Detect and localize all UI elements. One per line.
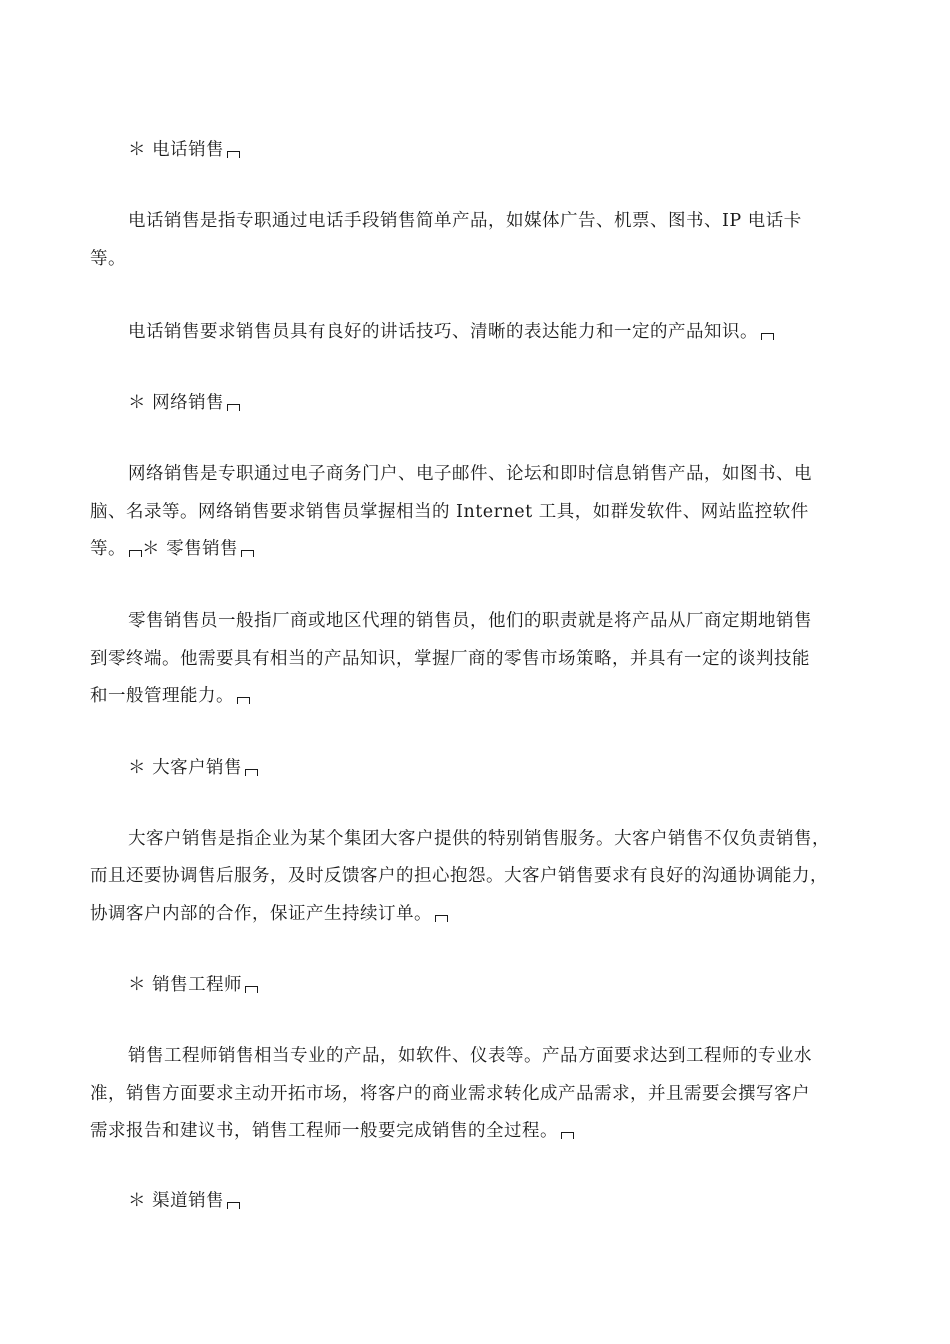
heading-retail-sales: ＊ 零售销售: [142, 539, 239, 559]
paragraph-mark-icon: [561, 1132, 574, 1139]
line-text: 和一般管理能力。: [90, 686, 234, 706]
paragraph-mark-icon: [241, 550, 254, 557]
line-text: 协调客户内部的合作，保证产生持续订单。: [90, 904, 432, 924]
line-text: 电话销售要求销售员具有良好的讲话技巧、清晰的表达能力和一定的产品知识。: [128, 322, 758, 342]
paragraph-line: [128, 828, 870, 850]
heading-text: ＊ 电话销售: [128, 140, 225, 160]
line-text: 网络销售是专职通过电子商务门户、电子邮件、论坛和即时信息销售产品，如图书、电: [128, 464, 812, 484]
paragraph-mark-icon: [245, 986, 258, 993]
paragraph-mark-icon: [761, 333, 774, 340]
paragraph-line: [128, 1045, 870, 1067]
line-text: 大客户销售是指企业为某个集团大客户提供的特别销售服务。大客户销售不仅负责销售，: [128, 829, 830, 849]
heading-text: ＊ 销售工程师: [128, 975, 243, 995]
heading-text: ＊ 网络销售: [128, 393, 225, 413]
paragraph-line: [128, 210, 870, 232]
paragraph-mark-icon: [227, 1202, 240, 1209]
paragraph-mark-icon: [435, 915, 448, 922]
paragraph-mark-icon: [129, 550, 142, 557]
paragraph-line: [128, 463, 870, 485]
paragraph-line: [90, 248, 870, 270]
line-text: 等。: [90, 249, 126, 269]
paragraph-line: [128, 610, 870, 632]
line-text: 脑、名录等。网络销售要求销售员掌握相当的 Internet 工具，如群发软件、网站监控软件: [90, 502, 809, 522]
paragraph-mark-icon: [227, 404, 240, 411]
heading-sales-engineer: [128, 974, 870, 996]
line-text: 销售工程师销售相当专业的产品，如软件、仪表等。产品方面要求达到工程师的专业水: [128, 1046, 812, 1066]
heading-telephone-sales: [128, 139, 870, 161]
paragraph-line: [90, 648, 870, 670]
heading-text: ＊ 大客户销售: [128, 758, 243, 778]
paragraph-line: [90, 1120, 870, 1142]
paragraph-mark-icon: [227, 151, 240, 158]
paragraph-mark-icon: [245, 769, 258, 776]
line-text: 准，销售方面要求主动开拓市场，将客户的商业需求转化成产品需求，并且需要会撰写客户: [90, 1084, 810, 1104]
line-text: 需求报告和建议书，销售工程师一般要完成销售的全过程。: [90, 1121, 558, 1141]
heading-channel-sales: [128, 1190, 870, 1212]
line-text: 零售销售员一般指厂商或地区代理的销售员，他们的职责就是将产品从厂商定期地销售: [128, 611, 812, 631]
heading-key-account-sales: [128, 757, 870, 779]
line-text: 等。: [90, 539, 126, 559]
heading-text: ＊ 渠道销售: [128, 1191, 225, 1211]
paragraph-line: [90, 685, 870, 707]
paragraph-mark-icon: [237, 697, 250, 704]
line-text: 到零终端。他需要具有相当的产品知识，掌握厂商的零售市场策略，并具有一定的谈判技能: [90, 649, 810, 669]
line-text: 电话销售是指专职通过电话手段销售简单产品，如媒体广告、机票、图书、IP 电话卡: [128, 211, 802, 231]
paragraph-line: [90, 538, 870, 560]
line-text: 而且还要协调售后服务，及时反馈客户的担心抱怨。大客户销售要求有良好的沟通协调能力，: [90, 866, 828, 886]
paragraph-line: [90, 1083, 870, 1105]
paragraph-line: [90, 865, 870, 887]
paragraph-line: [90, 501, 870, 523]
paragraph-line: [128, 321, 870, 343]
heading-online-sales: [128, 392, 870, 414]
paragraph-line: [90, 903, 870, 925]
